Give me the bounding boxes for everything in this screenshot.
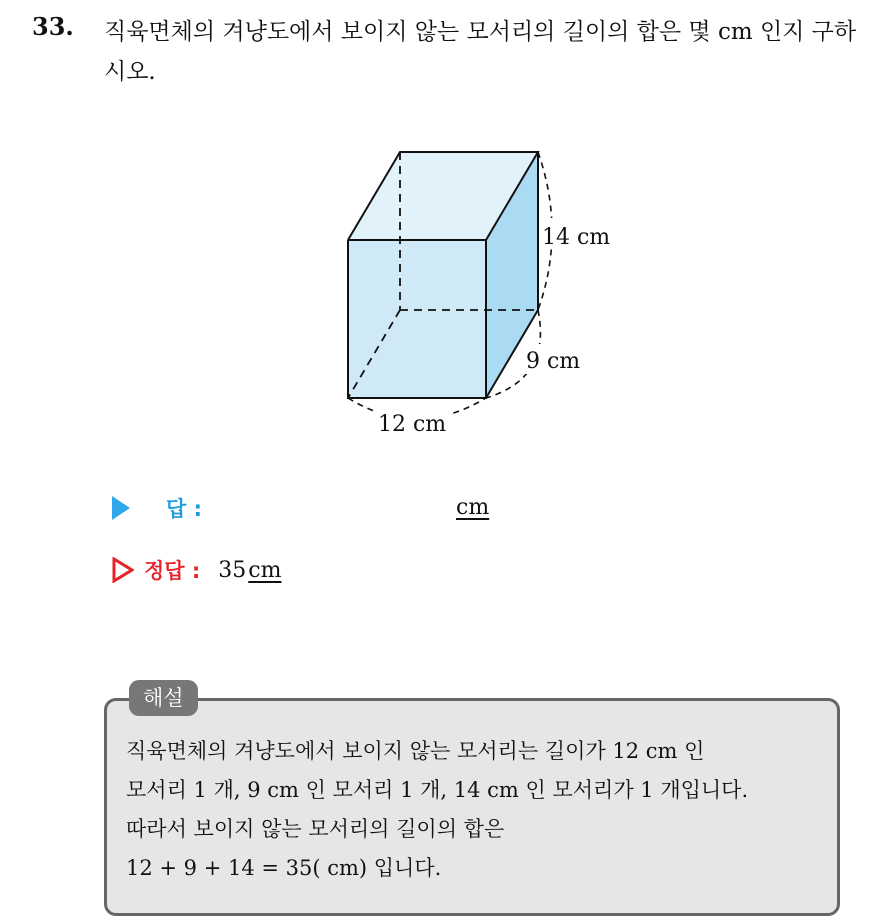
play-icon	[112, 496, 130, 520]
cuboid-front-face	[348, 240, 486, 398]
correct-answer-row	[112, 552, 281, 588]
solution-line: 모서리 1 개, 9 cm 인 모서리 1 개, 14 cm 인 모서리가 1 개입니다.	[126, 778, 749, 802]
answer-label: 답 :	[166, 497, 202, 521]
cuboid-figure	[330, 140, 630, 440]
solution-line: 12 + 9 + 14 = 35( cm) 입니다.	[126, 856, 442, 880]
height-label: 14 cm	[542, 225, 611, 250]
solution-line: 따라서 보이지 않는 모서리의 길이의 합은	[126, 817, 505, 841]
depth-label: 9 cm	[526, 349, 581, 374]
solution-line: 직육면체의 겨냥도에서 보이지 않는 모서리는 길이가 12 cm 인	[126, 739, 705, 763]
solution-text	[126, 732, 826, 888]
solution-tag: 해설	[129, 680, 198, 716]
answer-unit: cm	[456, 495, 490, 520]
cuboid-diagram	[330, 140, 630, 440]
width-label: 12 cm	[378, 412, 447, 437]
answer-row	[112, 490, 202, 526]
correct-label: 정답 :	[144, 559, 201, 583]
question-text: 직육면체의 겨냥도에서 보이지 않는 모서리의 길이의 합은 몇 cm 인지 구하시오.	[104, 19, 857, 85]
correct-unit: cm	[248, 557, 282, 583]
question-number: 33.	[32, 12, 74, 41]
correct-value: 35	[218, 557, 247, 583]
outline-triangle-icon	[112, 557, 134, 583]
